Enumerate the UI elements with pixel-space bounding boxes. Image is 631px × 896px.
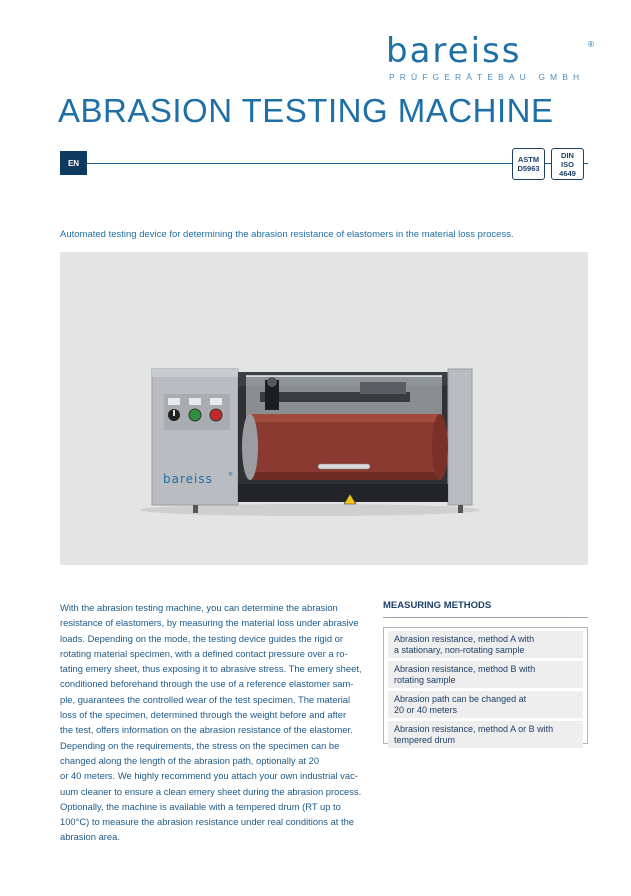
description-line: uum cleaner to ensure a clean emery sheet during the abrasion process.: [60, 785, 362, 797]
description-line: loss of the specimen, determined through the weight before and after: [60, 709, 347, 721]
description-line: tating emery sheet, thus exposing it to abrasive stress. The emery sheet,: [60, 663, 362, 675]
description-line: conditioned beforehand through the use of a reference elastomer sam-: [60, 678, 354, 690]
measuring-method-line: Abrasion resistance, method A with: [394, 634, 535, 644]
standard-line: D5963: [517, 164, 540, 173]
standard-line: DIN: [561, 150, 574, 160]
page-title: ABRASION TESTING MACHINE: [58, 92, 554, 129]
description-line: changed along the length of the abrasion path, optionally at 20: [60, 754, 320, 766]
description-line: 100°C) to measure the abrasion resistance under real conditions at the: [60, 816, 355, 828]
standard-badge-astm: [512, 148, 545, 180]
description-line: ple, guarantees the controlled wear of the test specimen. The material: [60, 693, 351, 705]
description-line: or 40 meters. We highly recommend you attach your own industrial vac-: [60, 770, 358, 782]
brand-subtitle: PRÜFGERÄTEBAU GMBH: [389, 72, 585, 82]
measuring-method-line: Abrasion resistance, method A or B with: [394, 724, 554, 734]
machine-illustration: [60, 252, 588, 565]
standard-badge-din-iso: [551, 148, 584, 180]
machine-logo: bareiss: [163, 472, 213, 486]
description-line: Optionally, the machine is available with a tempered drum (RT up to: [60, 800, 341, 812]
measuring-method-line: tempered drum: [394, 734, 456, 745]
machine-logo-registered: ®: [228, 472, 233, 478]
description-line: Depending on the requirements, the stress on the specimen can be: [60, 739, 340, 751]
description-line: loads. Depending on the mode, the testing device guides the rigid or: [60, 632, 343, 644]
brand-name: bareiss: [386, 31, 522, 71]
measuring-method-item: [388, 691, 583, 718]
description-line: With the abrasion testing machine, you can determine the abrasion: [60, 602, 338, 613]
title-divider: [60, 163, 588, 164]
standard-line: ASTM: [517, 155, 540, 164]
measuring-method-line: a stationary, non-rotating sample: [394, 644, 525, 655]
measuring-method-line: 20 or 40 meters: [394, 704, 458, 715]
standard-line: ISO: [561, 159, 574, 169]
measuring-method-item: [388, 631, 583, 658]
description-line: the test, offers information on the abrasion resistance of the elastomer.: [60, 724, 353, 736]
measuring-method-line: Abrasion resistance, method B with: [394, 664, 536, 674]
measuring-method-line: Abrasion path can be changed at: [394, 694, 527, 704]
description-line: resistance of elastomers, by measuring the material loss under abrasive: [60, 617, 359, 629]
measuring-methods-divider: [383, 617, 588, 618]
measuring-method-item: [388, 721, 583, 748]
measuring-methods-list: [383, 627, 588, 744]
product-photo: [60, 252, 588, 565]
measuring-method-line: rotating sample: [394, 674, 456, 685]
intro-text: Automated testing device for determining the abrasion resistance of elastomers in the material loss process.: [60, 229, 514, 240]
measuring-methods-heading: MEASURING METHODS: [383, 600, 492, 611]
brand-logo: [386, 31, 596, 82]
brand-registered-mark: ®: [588, 40, 594, 49]
description-line: rotating material specimen, with a defined contact pressure over a ro-: [60, 647, 348, 659]
standard-line: 4649: [559, 168, 576, 178]
description-text: [60, 600, 372, 845]
language-badge: EN: [60, 151, 87, 175]
measuring-method-item: [388, 661, 583, 688]
description-line: abrasion area.: [60, 831, 120, 843]
